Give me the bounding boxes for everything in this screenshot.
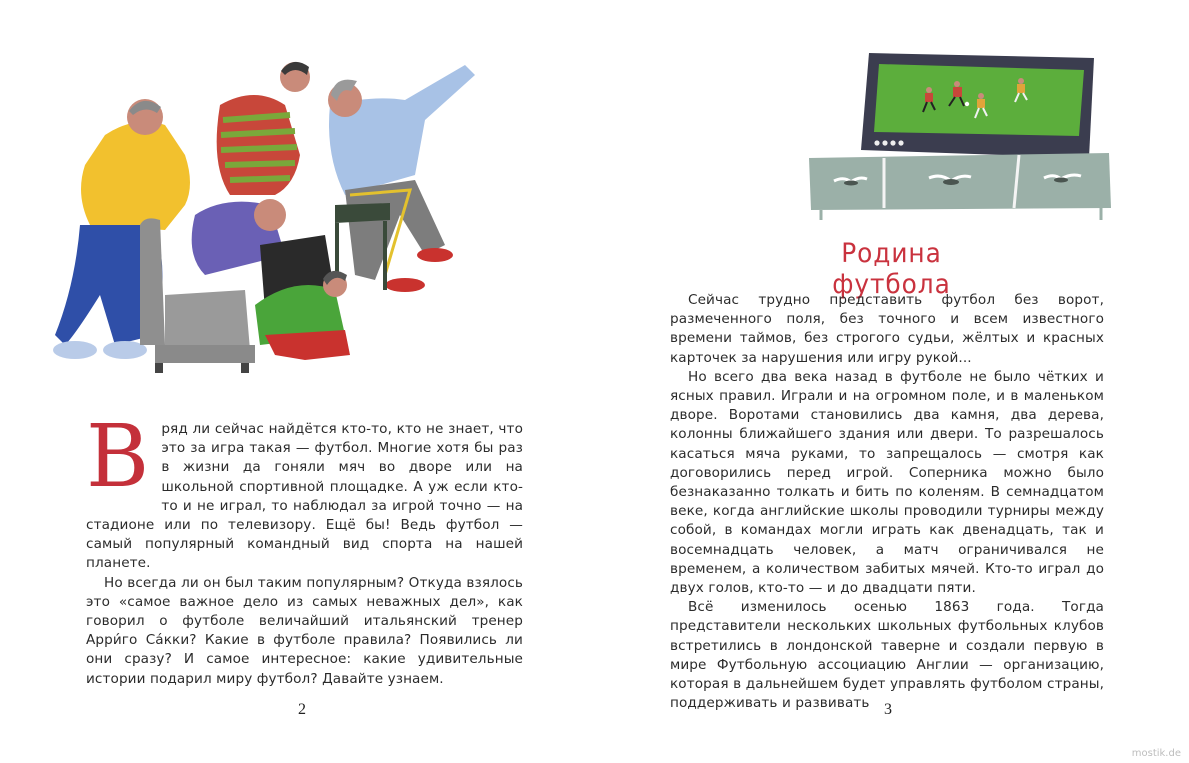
drop-cap-letter: В	[86, 407, 150, 507]
paragraph: Всё изменилось осенью 1863 года. Тогда представители нескольких школьных футбольных клубов встретились в лондонской таверне и создали первую в мире Футбольную ассоциацию Англии — организацию, которая в дальнейшем будет управлять футболом страны, поддерживать и развивать	[670, 599, 1104, 712]
left-page	[0, 0, 594, 763]
watermark: mostik.de	[1131, 748, 1181, 759]
page-number-left: 2	[298, 701, 306, 718]
right-page-body-text	[670, 291, 1104, 713]
left-page-body-text	[86, 407, 523, 689]
page-number-right: 3	[884, 701, 892, 718]
paragraph: Но всего два века назад в футболе не было чётких и ясных правил. Играли и на огромном поле, и в маленьком дворе. Воротами становились два камня, два дерева, колонны ближайшего здания или двери. То разрешалось касаться мяча руками, то запрещалось — смотря как договорились перед игрой. Соперника можно было безнаказанно толкать и бить по коленям. В семнадцатом веке, когда английские школы проводили турниры между собой, в командах могли играть как двенадцать, так и восемнадцать человек, а матч ограничивался не временем, а количеством забитых мячей. Кто-то играл до двух голов, кто-то — и до двадцати пяти.	[670, 368, 1104, 597]
paragraph-intro-text: ряд ли сейчас найдётся кто-то, кто не знает, что это за игра такая — футбол. Многие хотя бы раз в жизни да гоняли мяч во дворе или на школьной спортивной площадке. А уж если кто-то и не играл, то наблюдал за игрой точно — на стадионе или по телевизору. Ещё бы! Ведь футбол — самый популярный командный вид спорта на нашей планете.	[86, 421, 523, 572]
paragraph: Сейчас трудно представить футбол без ворот, размеченного поля, без точного и всем известного времени таймов, без строгого судьи, жёлтых и красных карточек за нарушения или игру рукой...	[670, 292, 1104, 366]
paragraph-intro	[86, 407, 523, 574]
chapter-title: Родина футбола	[832, 238, 951, 300]
tv-showing-football-match-illustration	[799, 48, 1119, 223]
right-page	[594, 0, 1189, 763]
family-watching-football-illustration	[45, 45, 495, 390]
paragraph: Но всегда ли он был таким популярным? Откуда взялось это «самое важное дело из самых неважных дел», как говорил о футболе величайший итальянский тренер Арри́го Са́кки? Какие в футболе правила? Появились ли они сразу? И самое интересное: какие удивительные истории подарил миру футбол? Давайте узнаем.	[86, 574, 523, 687]
